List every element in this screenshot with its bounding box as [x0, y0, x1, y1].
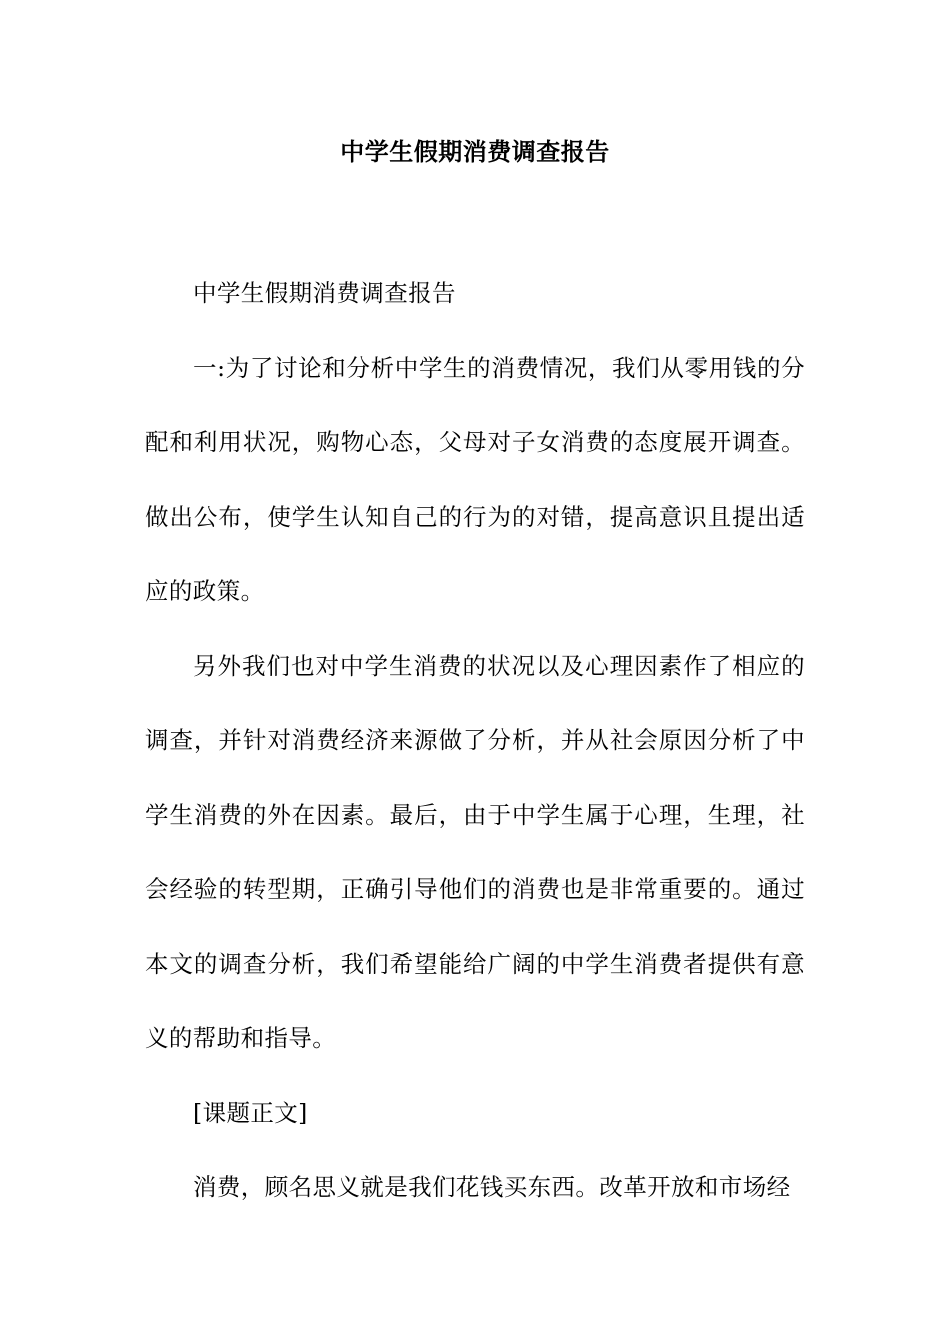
document-body	[145, 256, 805, 1225]
paragraph-section-heading: [课题正文]	[193, 1098, 308, 1127]
paragraph-subtitle: 中学生假期消费调查报告	[193, 279, 456, 307]
paragraph-analysis: 另外我们也对中学生消费的状况以及心理因素作了相应的调查，并针对消费经济来源做了分析，并从社会原因分析了中学生消费的外在因素。最后，由于中学生属于心理，生理，社会经验的转型期，正确引导他们的消费也是非常重要的。通过本文的调查分析，我们希望能给广阔的中学生消费者提供有意义的帮助和指导。	[145, 651, 805, 1052]
document-title: 中学生假期消费调查报告	[340, 138, 610, 166]
paragraph-intro: 一:为了讨论和分析中学生的消费情况，我们从零用钱的分配和利用状况，购物心态，父母对子女消费的态度展开调查。做出公布，使学生认知自己的行为的对错，提高意识且提出适应的政策。	[145, 353, 805, 605]
paragraph-main-text: 消费，顾名思义就是我们花钱买东西。改革开放和市场经	[193, 1173, 791, 1201]
